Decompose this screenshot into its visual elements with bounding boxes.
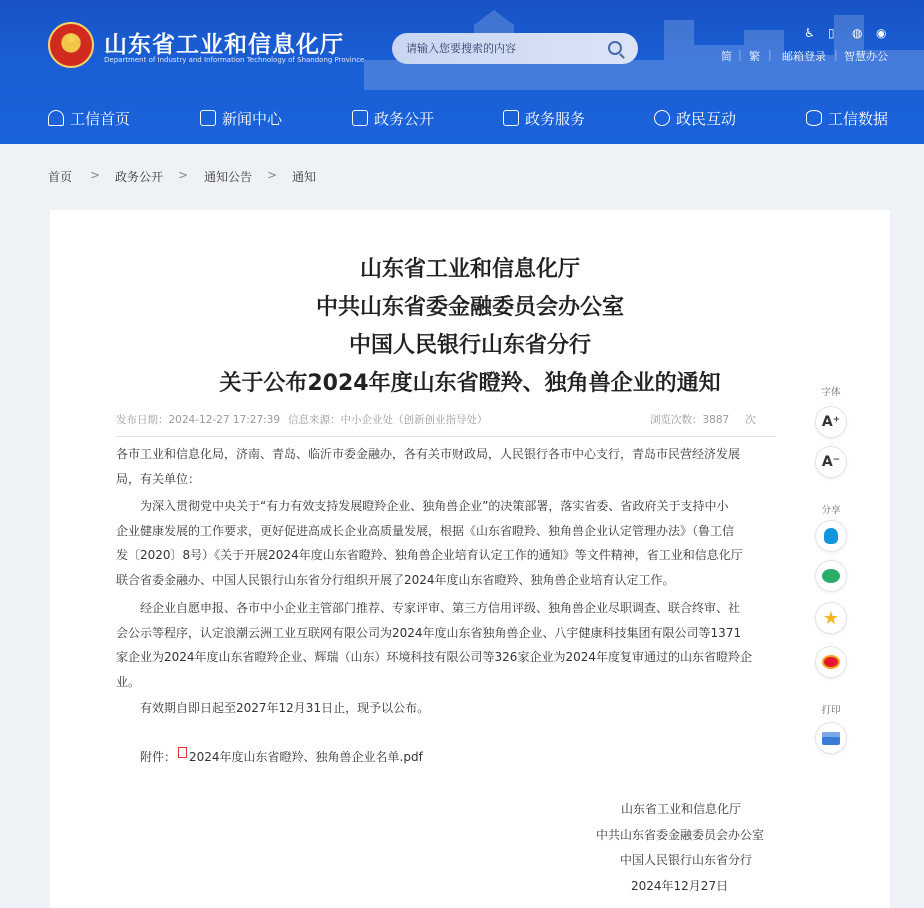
nav-item-industry-data[interactable] [806,100,888,136]
source-label: 信息来源： [288,414,341,426]
publish-date [116,412,280,427]
font-size-label: 字体 [821,387,841,398]
article-title-line-3: 中国人民银行山东省分行 [348,333,591,358]
nav-item-government-affairs[interactable] [352,100,434,136]
share-label: 分享 [821,505,841,516]
printer-icon [822,732,840,745]
favorite-star-icon: ★ [822,607,840,629]
wechat-icon [822,569,840,583]
attachment [140,748,423,765]
paragraph-line: 经企业自愿申报、各市中小企业主管部门推荐、专家评审、第三方信用评级、独角兽企业尽职调查、联合终审、社 [116,601,741,615]
source-value: 中小企业处（创新创业指导处） [340,414,488,426]
simplified-chinese-link[interactable]: 简 [721,50,732,63]
home-icon [48,110,64,126]
search-icon[interactable] [608,41,622,55]
divider: | [738,48,742,61]
nav-label: 政务公开 [374,109,435,128]
search-box [392,33,638,64]
nav-item-public-interaction[interactable] [654,100,736,136]
font-increase-button[interactable]: A⁺ [815,406,847,438]
chat-icon [654,110,670,126]
smart-office-link[interactable]: 智慧办公 [844,50,888,63]
monitor-icon [352,110,368,126]
wheelchair-icon[interactable]: ♿ [804,26,815,40]
paragraph-line: 局，有关单位： [116,471,201,486]
database-icon [806,110,822,126]
site-header [0,0,924,144]
paragraph-line: 家企业为2024年度山东省瞪羚企业、辉瑞（山东）环境科技有限公司等326家企业为2024年度复审通过的山东省瞪羚企 [116,650,752,664]
breadcrumb-separator: > [90,168,101,182]
publish-date-value: 2024-12-27 17:27:39 [168,414,281,426]
paragraph-addressee [116,442,780,491]
paragraph-line: 各市工业和信息化局，济南、青岛、临沂市委金融办，各有关市财政局，人民银行各市中心支行，青岛市民营经济发展 [116,447,741,461]
views-label: 浏览次数： [650,414,703,426]
site-title[interactable]: 山东省工业和信息化厅 [104,32,344,58]
breadcrumb-government-affairs[interactable]: 政务公开 [115,170,164,184]
paragraph-line: 有效期自即日起至2027年12月31日止，现予以公布。 [116,701,430,715]
traditional-chinese-link[interactable]: 繁 [749,50,760,63]
article-title-line-2: 中共山东省委金融委员会办公室 [315,295,624,320]
signature-date: 2024年12月27日 [631,879,729,893]
meta-divider [116,436,776,437]
nav-label: 工信首页 [70,109,131,128]
top-icon-bar [804,26,894,42]
nav-item-home[interactable] [48,100,130,136]
views-unit: 次 [745,414,756,426]
paragraph-background [116,494,780,592]
share-qq-button[interactable] [815,520,847,552]
paragraph-line: 企业健康发展的工作要求，更好促进高成长企业高质量发展，根据《山东省瞪羚、独角兽企业认定管理办法》（鲁工信 [116,523,735,538]
share-weibo-button[interactable] [815,646,847,678]
breadcrumb-separator: > [178,168,189,182]
nav-label: 政务服务 [525,109,586,128]
breadcrumb-notices[interactable]: 通知公告 [204,170,253,184]
nav-item-news[interactable] [200,100,282,136]
national-emblem-logo[interactable]: ★ [48,22,94,68]
breadcrumb-separator: > [267,168,278,182]
paragraph-line: 联合省委金融办、中国人民银行山东省分行组织开展了2024年度山东省瞪羚、独角兽企业培育认定工作。 [116,572,675,587]
nav-item-government-services[interactable] [503,100,585,136]
article-panel [50,210,890,908]
views-value: 3887 [702,414,730,426]
view-count [650,412,756,427]
divider: | [768,48,772,61]
grid-icon [503,110,519,126]
font-decrease-button[interactable]: A⁻ [815,446,847,478]
wechat-icon[interactable]: ◍ [852,26,863,40]
article-title-line-4: 关于公布2024年度山东省瞪羚、独角兽企业的通知 [219,371,721,396]
breadcrumb-home[interactable]: 首页 [48,170,73,184]
paragraph-result [116,596,780,694]
breadcrumb-current: 通知 [292,170,317,184]
document-icon [200,110,216,126]
nav-label: 新闻中心 [222,109,283,128]
share-wechat-button[interactable] [815,560,847,592]
qq-icon [824,528,838,544]
nav-label: 政民互动 [676,109,737,128]
publish-label: 发布日期： [116,414,169,426]
print-button[interactable] [815,722,847,754]
paragraph-line: 会公示等程序，认定浪潮云洲工业互联网有限公司为2024年度山东省独角兽企业、八宇健康科技集团有限公司等1371 [116,625,742,640]
attachment-link[interactable]: 2024年度山东省瞪羚、独角兽企业名单.pdf [189,750,423,764]
info-source [288,412,488,427]
paragraph-validity [116,696,780,721]
paragraph-line: 发〔2020〕8号）《关于开展2024年度山东省瞪羚、独角兽企业培育认定工作的通知》等文件精神，省工业和信息化厅 [116,548,743,562]
article-title-line-1: 山东省工业和信息化厅 [359,257,580,282]
paragraph-line: 为深入贯彻党中央关于“有力有效支持发展瞪羚企业、独角兽企业”的决策部署，落实省委、省政府关于支持中小 [116,499,729,513]
print-label: 打印 [821,705,841,716]
main-nav [0,100,924,136]
signature-line-1: 山东省工业和信息化厅 [621,802,742,816]
weibo-icon[interactable]: ◉ [876,26,887,40]
signature-line-2: 中共山东省委金融委员会办公室 [596,828,765,842]
weibo-icon [822,655,840,669]
signature-line-3: 中国人民银行山东省分行 [620,853,753,867]
pdf-icon [178,747,187,758]
site-subtitle: Department of Industry and Information Technology of Shandong Province [104,56,365,64]
search-input[interactable] [406,39,596,58]
mobile-icon[interactable]: ▯ [828,26,835,40]
nav-label: 工信数据 [828,109,889,128]
paragraph-line: 业。 [116,674,141,689]
divider: | [834,48,838,61]
attachment-label: 附件： [140,750,177,764]
email-login-link[interactable]: 邮箱登录 [782,50,826,63]
favorite-button[interactable] [815,602,847,634]
